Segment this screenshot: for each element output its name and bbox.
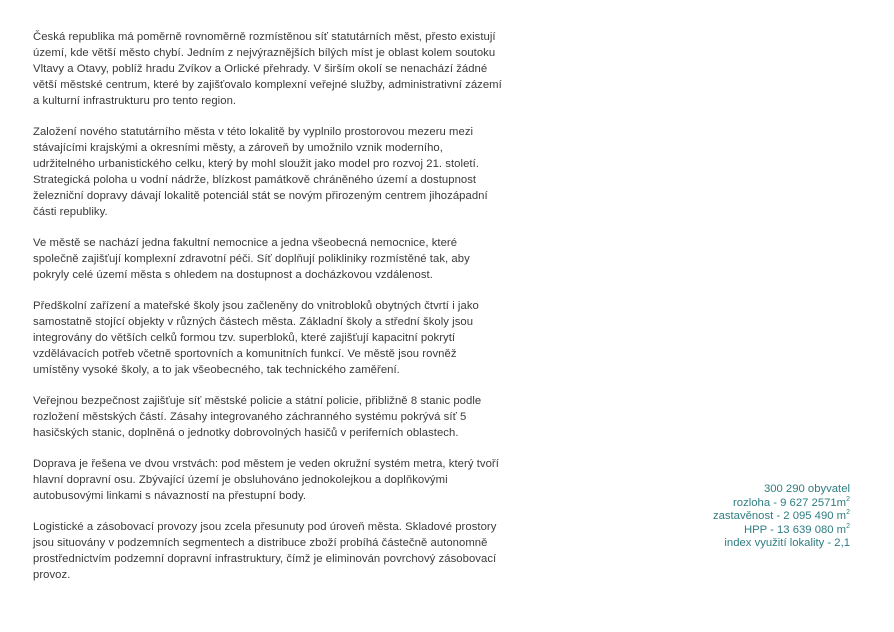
paragraph-logistics: Logistické a zásobovací provozy jsou zcela přesunuty pod úroveň města. Skladové prostory jsou situovány v podzemních segmentech a distribuce zboží probíhá částečně autonomně prostřednictvím podzemní dopravní infrastruktury, čímž je eliminován povrchový zásobovací provoz. (33, 521, 497, 581)
stat-built-area-unit: 2 (846, 509, 850, 517)
body-text-column (33, 29, 503, 598)
paragraph-transport: Doprava je řešena ve dvou vrstvách: pod městem je veden okružní systém metra, který tvoří hlavní dopravní osu. Zbývající území je obsluhováno jednokolejkou a doplňkovými autobusovými linkami s návazností na přestupní body. (33, 458, 499, 502)
stat-gross-floor-area (630, 524, 850, 538)
paragraph-founding: Založení nového statutárního města v této lokalitě by vyplnilo prostorovou mezeru mezi stávajícími krajskými a okresními městy, a zároveň by umožnilo vznik moderního, udržitelného urbanistického celku, který by mohl sloužit jako model pro rozvoj 21. století. Strategická poloha u vodní nádrže, blízkost památkově chráněného území a dostupnost železniční dopravy dávají lokalitě potenciál stát se novým přirozeným centrem jihozápadní části republiky. (33, 126, 488, 218)
paragraph-context: Česká republika má poměrně rovnoměrně rozmístěnou síť statutárních měst, přesto existují území, kde větší město chybí. Jedním z nejvýraznějších bílých míst je oblast kolem soutoku Vltavy a Otavy, poblíž hradu Zvíkov a Orlické přehrady. V širším okolí se nenachází žádné větší městské centrum, které by zajišťovalo komplexní veřejné služby, administrativní zázemí a kulturní infrastrukturu pro tento region. (33, 31, 502, 107)
city-stats (630, 483, 850, 551)
stat-built-area-value: zastavěnost - 2 095 490 m (712, 510, 847, 523)
stat-gfa-value: HPP - 13 639 080 m (743, 523, 847, 536)
stat-area-value: rozloha - 9 627 2571m (733, 496, 847, 509)
stat-built-area (630, 510, 850, 524)
stat-population: 300 290 obyvatel (763, 483, 850, 495)
stat-gfa-unit: 2 (846, 523, 850, 531)
paragraph-safety: Veřejnou bezpečnost zajišťuje síť městské policie a státní policie, přibližně 8 stanic podle rozložení městských částí. Zásahy integrovaného záchranného systému pokrývá síť 5 hasičských stanic, doplněná o jednotky dobrovolných hasičů v periferních oblastech. (33, 395, 482, 439)
stat-area-unit: 2 (846, 495, 850, 503)
stat-index: index využití lokality - 2,1 (724, 537, 850, 550)
paragraph-healthcare: Ve městě se nachází jedna fakultní nemocnice a jedna všeobecná nemocnice, které společně zajišťují komplexní zdravotní péči. Síť doplňují polikliniky rozmístěné tak, aby pokryly celé území města s ohledem na dostupnost a docházkovou vzdálenost. (33, 237, 470, 281)
paragraph-education: Předškolní zařízení a mateřské školy jsou začleněny do vnitrobloků obytných čtvrtí i jako samostatně stojící objekty v různých částech města. Základní školy a střední školy jsou integrovány do větších celků formou tzv. superbloků, které zajišťují kapacitní pokrytí vzdělávacích potřeb včetně sportovních a komunitních funkcí. Ve městě jsou rovněž umístěny vysoké školy, a to jak všeobecného, tak technického zaměření. (33, 300, 479, 376)
stat-area (630, 497, 850, 511)
